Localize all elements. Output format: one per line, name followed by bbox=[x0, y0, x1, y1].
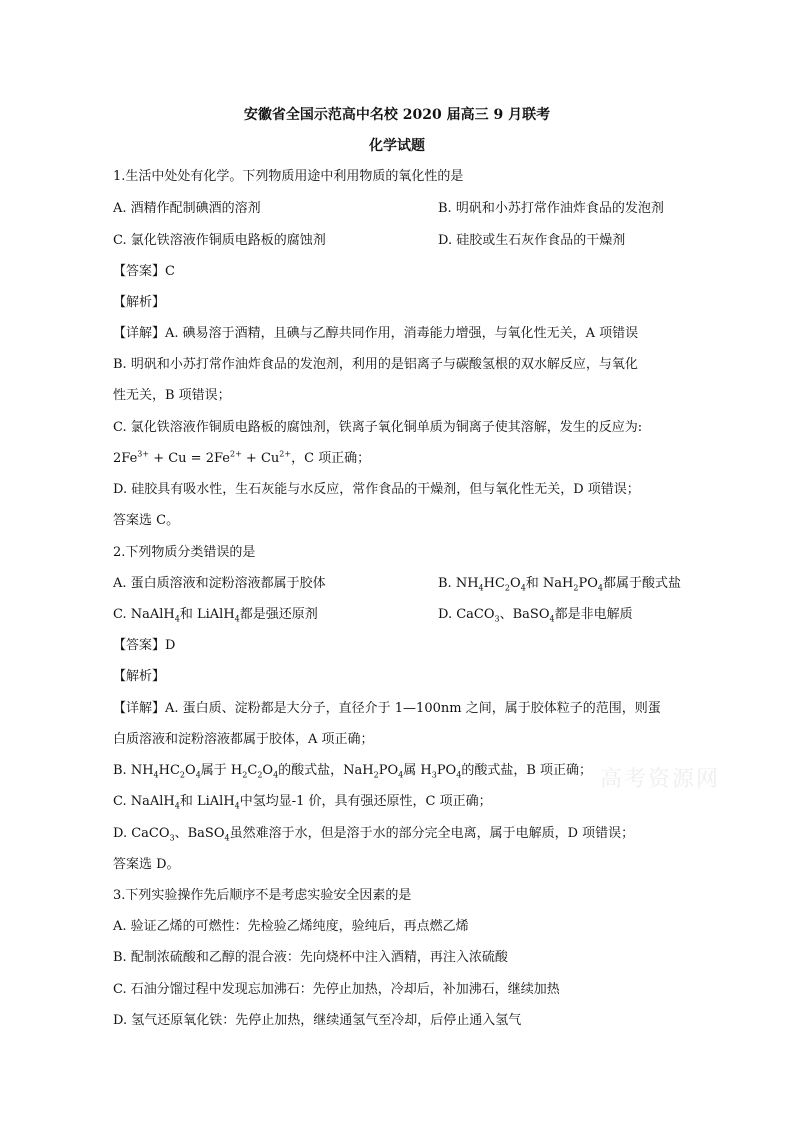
document-title: 安徽省全国示范高中名校 2020 届高三 9 月联考 bbox=[243, 107, 551, 123]
question-1-option-b: B. 明矾和小苏打常作油炸食品的发泡剂 bbox=[438, 201, 664, 216]
question-3-option-c: C. 石油分馏过程中发现忘加沸石：先停止加热，冷却后，补加沸石，继续加热 bbox=[113, 982, 560, 997]
question-3-option-b: B. 配制浓硫酸和乙醇的混合液：先向烧杯中注入酒精，再注入浓硫酸 bbox=[113, 950, 508, 965]
question-2-option-c: C. NaAlH$_4$和 LiAlH$_4$都是强还原剂 bbox=[113, 607, 318, 624]
question-1-equation: $2Fe^{3+} + Cu = 2Fe^{2+} + Cu^{2+}$，C 项正确； bbox=[113, 449, 371, 466]
question-1-option-a: A. 酒精作配制碘酒的溶剂 bbox=[113, 201, 261, 216]
watermark: 高考资源网 bbox=[600, 767, 721, 792]
question-2-detail-1: 【详解】A. 蛋白质、淀粉都是大分子，直径介于 1—100nm 之间，属于胶体粒子的范围，则蛋 bbox=[113, 701, 661, 716]
question-2-conclusion: 答案选 D。 bbox=[113, 857, 180, 872]
question-1-detail-4: C. 氯化铁溶液作铜质电路板的腐蚀剂，铁离子氧化铜单质为铜离子使其溶解，发生的反应为: bbox=[113, 420, 643, 435]
question-1-detail-3: 性无关，B 项错误； bbox=[113, 388, 231, 403]
question-2-analysis-label: 【解析】 bbox=[113, 669, 166, 684]
question-1-option-d: D. 硅胶或生石灰作食品的干燥剂 bbox=[438, 233, 626, 248]
question-1-equation-tail: ，C 项正确； bbox=[291, 451, 371, 466]
question-3-stem: 3.下列实验操作先后顺序不是考虑实验安全因素的是 bbox=[113, 888, 412, 903]
question-1-detail-2: B. 明矾和小苏打常作油炸食品的发泡剂，利用的是铝离子与碳酸氢根的双水解反应，与氧化 bbox=[113, 357, 638, 372]
question-3-option-d: D. 氢气还原氧化铁：先停止加热，继续通氢气至冷却，后停止通入氢气 bbox=[113, 1013, 522, 1028]
document-subtitle: 化学试题 bbox=[369, 138, 425, 154]
question-2-detail-5: D. CaCO$_3$、BaSO$_4$虽然难溶于水，但是溶于水的部分完全电离，属于电解质，D 项错误； bbox=[113, 826, 635, 843]
question-2-detail-4: C. NaAlH$_4$和 LiAlH$_4$中氢均显-1 价，具有强还原性，C 项正确； bbox=[113, 794, 492, 811]
question-1-option-c: C. 氯化铁溶液作铜质电路板的腐蚀剂 bbox=[113, 233, 326, 248]
question-2-stem: 2.下列物质分类错误的是 bbox=[113, 545, 256, 560]
question-2-option-a: A. 蛋白质溶液和淀粉溶液都属于胶体 bbox=[113, 576, 326, 591]
question-1-detail-5: D. 硅胶具有吸水性，生石灰能与水反应，常作食品的干燥剂，但与氧化性无关，D 项错误； bbox=[113, 482, 640, 497]
question-2-option-d: D. CaCO$_3$、BaSO$_4$都是非电解质 bbox=[438, 607, 633, 624]
question-2-option-b: B. $NH_4HC_2O_4$和 $NaH_2PO_4$都属于酸式盐 bbox=[438, 576, 681, 593]
question-1-answer: 【答案】C bbox=[113, 264, 175, 279]
question-1-conclusion: 答案选 C。 bbox=[113, 513, 180, 528]
question-1-analysis-label: 【解析】 bbox=[113, 295, 166, 310]
question-1-stem: 1.生活中处处有化学。下列物质用途中利用物质的氧化性的是 bbox=[113, 169, 464, 184]
question-2-detail-2: 白质溶液和淀粉溶液都属于胶体，A 项正确； bbox=[113, 732, 374, 747]
question-2-answer: 【答案】D bbox=[113, 638, 176, 653]
question-3-option-a: A. 验证乙烯的可燃性：先检验乙烯纯度，验纯后，再点燃乙烯 bbox=[113, 919, 469, 934]
question-2-detail-3: B. $NH_4HC_2O_4$属于 $H_2C_2O_4$的酸式盐，$NaH_2PO_4$属 $H_3PO_4$的酸式盐，B 项正确； bbox=[113, 763, 592, 780]
question-1-detail-1: 【详解】A. 碘易溶于酒精，且碘与乙醇共同作用，消毒能力增强，与氧化性无关，A 项错误 bbox=[113, 326, 639, 341]
